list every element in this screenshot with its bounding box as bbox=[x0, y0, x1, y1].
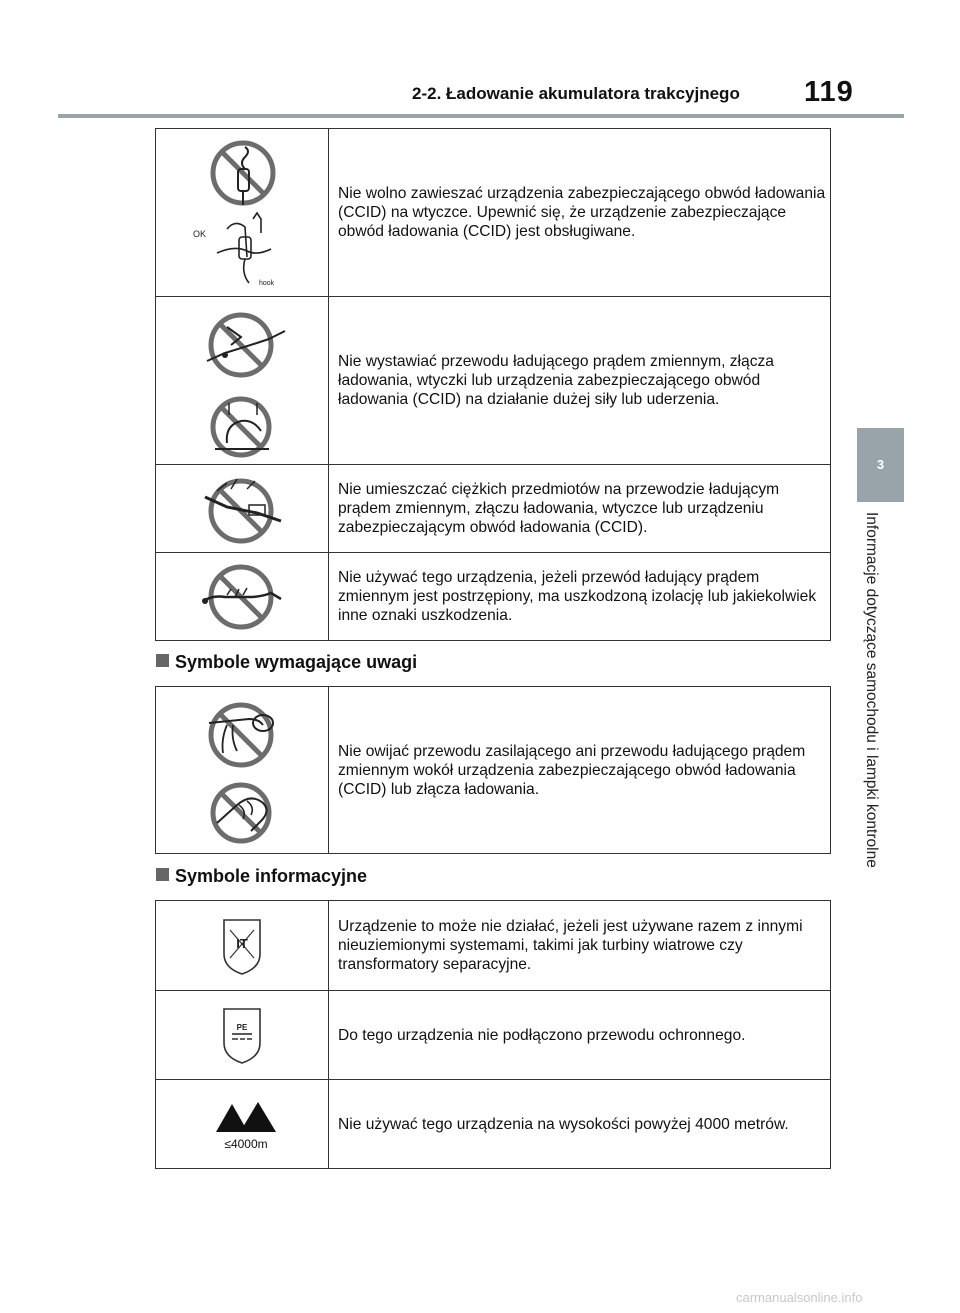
table-row bbox=[156, 991, 831, 1080]
no-damaged-cable-icon bbox=[187, 557, 297, 637]
no-impact-icon bbox=[187, 303, 297, 459]
warning-table bbox=[155, 686, 831, 854]
table-row bbox=[156, 129, 831, 297]
icon-cell bbox=[156, 297, 329, 465]
watermark: carmanualsonline.info bbox=[736, 1290, 863, 1305]
it-system-shield-icon bbox=[212, 914, 272, 978]
row-text: Nie używać tego urządzenia, jeżeli przewód ładujący prądem zmiennym jest postrzępiony, ma uszkodzoną izolację lub jakiekolwiek inne oznaki uszkodzenia. bbox=[329, 553, 831, 641]
no-heavy-objects-icon bbox=[187, 469, 297, 549]
icon-cell bbox=[156, 901, 329, 991]
icon-cell bbox=[156, 1080, 329, 1169]
row-text: Nie wystawiać przewodu ładującego prądem zmiennym, złącza ładowania, wtyczki lub urządzenia zabezpieczającego obwód ładowania (CCID) na działanie dużej siły lub uderzenia. bbox=[329, 297, 831, 465]
row-text: Do tego urządzenia nie podłączono przewodu ochronnego. bbox=[329, 991, 831, 1080]
section-heading-text: Symbole wymagające uwagi bbox=[175, 652, 418, 672]
no-protective-earth-shield-icon bbox=[212, 1003, 272, 1067]
header-title: 2-2. Ładowanie akumulatora trakcyjnego bbox=[412, 84, 740, 103]
table-row bbox=[156, 297, 831, 465]
row-text: Nie owijać przewodu zasilającego ani przewodu ładującego prądem zmiennym wokół urządzenia zabezpieczającego obwód ładowania (CCID) lub złącza ładowania. bbox=[329, 687, 831, 854]
icon-cell bbox=[156, 553, 329, 641]
row-text: Urządzenie to może nie działać, jeżeli jest używane razem z innymi nieuziemionymi systemami, takimi jak turbiny wiatrowe czy transformatory separacyjne. bbox=[329, 901, 831, 991]
table-row bbox=[156, 465, 831, 553]
square-bullet-icon bbox=[156, 868, 169, 881]
no-hanging-ccid-icon bbox=[187, 133, 297, 293]
table-row bbox=[156, 901, 831, 991]
chapter-label: Informacje dotyczące samochodu i lampki kontrolne bbox=[863, 512, 880, 868]
page-number: 119 bbox=[804, 76, 854, 108]
icon-cell bbox=[156, 129, 329, 297]
ok-label: OK bbox=[193, 228, 207, 239]
chapter-tab[interactable]: 3 bbox=[857, 428, 904, 502]
row-text: Nie wolno zawieszać urządzenia zabezpieczającego obwód ładowania (CCID) na wtyczce. Upewnić się, że urządzenie zabezpieczające obwód ładowania (CCID) jest obsługiwane. bbox=[329, 129, 831, 297]
prohibition-table bbox=[155, 128, 831, 641]
icon-cell bbox=[156, 465, 329, 553]
section-heading-text: Symbole informacyjne bbox=[175, 866, 368, 886]
info-table bbox=[155, 900, 831, 1169]
square-bullet-icon bbox=[156, 654, 169, 667]
header-rule bbox=[58, 114, 904, 118]
icon-cell bbox=[156, 991, 329, 1080]
section-heading-warning bbox=[156, 652, 417, 673]
table-row bbox=[156, 687, 831, 854]
no-wrap-cable-icon bbox=[187, 695, 297, 845]
table-row bbox=[156, 1080, 831, 1169]
hook-label: hook bbox=[259, 279, 275, 287]
altitude-limit-icon bbox=[202, 1094, 282, 1154]
table-row bbox=[156, 553, 831, 641]
icon-cell bbox=[156, 687, 329, 854]
row-text: Nie umieszczać ciężkich przedmiotów na przewodzie ładującym prądem zmiennym, złączu ładowania, wtyczce lub urządzeniu zabezpieczającym obwód ładowania (CCID). bbox=[329, 465, 831, 553]
altitude-label: ≤4000m bbox=[224, 1137, 268, 1151]
pe-label: PE bbox=[236, 1023, 248, 1032]
row-text: Nie używać tego urządzenia na wysokości powyżej 4000 metrów. bbox=[329, 1080, 831, 1169]
section-heading-info bbox=[156, 866, 367, 887]
it-label: IT bbox=[236, 935, 248, 951]
